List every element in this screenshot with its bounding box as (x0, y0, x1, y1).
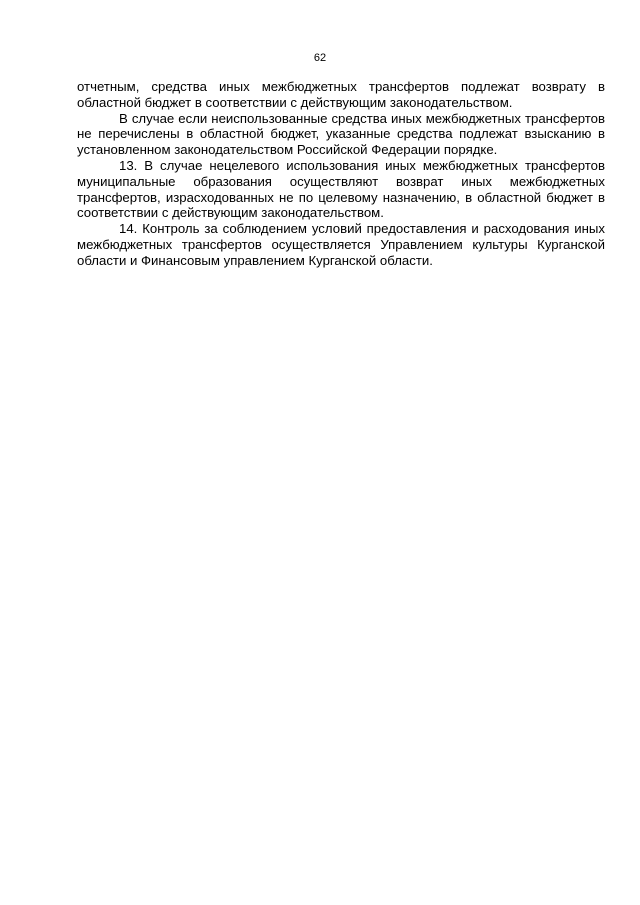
paragraph-item-13: 13. В случае нецелевого использования иных межбюджетных трансфертов муниципальные образования осуществляют возврат иных межбюджетных трансфертов, израсходованных не по целевому назначению, в областной бюджет в соответствии с действующим законодательством. (77, 157, 605, 221)
paragraph-continuation: отчетным, средства иных межбюджетных трансфертов подлежат возврату в областной бюджет в соответствии с действующим законодательством. (77, 79, 605, 110)
paragraph-item-14: 14. Контроль за соблюдением условий предоставления и расходования иных межбюджетных трансфертов осуществляется Управлением культуры Курганской области и Финансовым управлением Курганской области. (77, 221, 605, 268)
document-body (77, 79, 605, 269)
page-number: 62 (313, 52, 327, 64)
paragraph-unused-funds: В случае если неиспользованные средства иных межбюджетных трансфертов не перечислены в областной бюджет, указанные средства подлежат взысканию в установленном законодательством Российской Федерации порядке. (77, 110, 605, 158)
